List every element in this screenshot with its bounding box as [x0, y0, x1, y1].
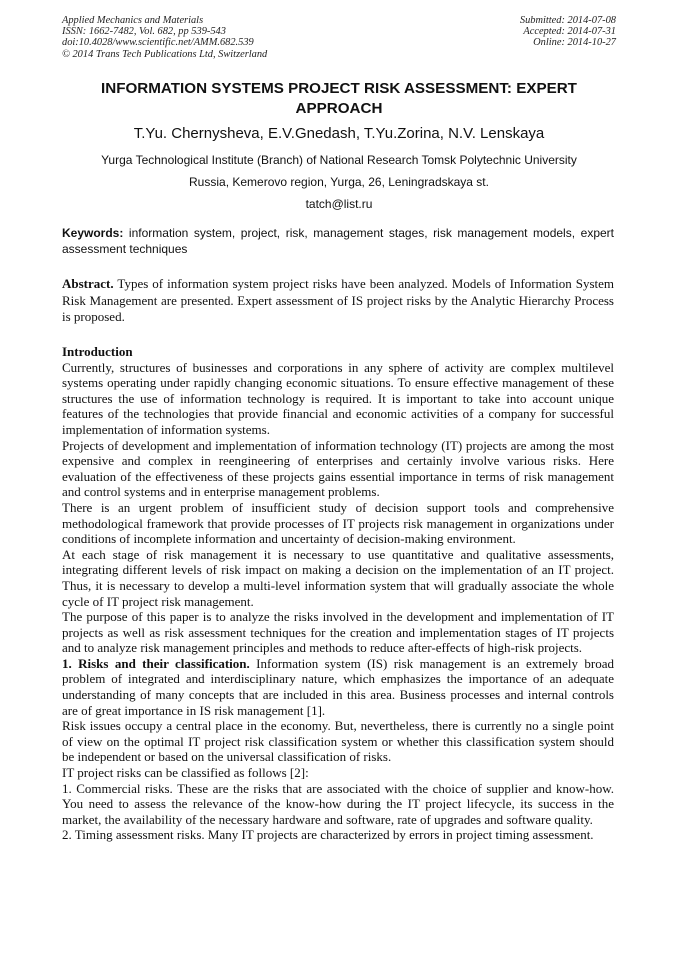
abstract-block	[62, 276, 614, 326]
affiliation-block	[62, 149, 616, 215]
list-item: 1. Commercial risks. These are the risks that are associated with the choice of supplier and know-how. You need to assess the relevance of the know-how during the IT project lifecycle, its success in the market, the availability of the necessary hardware and software, rate of upgrades and software quality.	[62, 780, 614, 827]
submitted-date: Submitted: 2014-07-08	[519, 15, 616, 26]
issn-info: ISSN: 1662-7482, Vol. 682, pp 539-543	[62, 26, 226, 38]
introduction-heading: Introduction	[62, 344, 133, 359]
keywords-text: information system, project, risk, management stages, risk management models, expert assessment techniques	[62, 226, 614, 256]
body-paragraph: Projects of development and implementation of information technology (IT) projects are among the most expensive and complex in reengineering of enterprises and certainly involve various risks. Here evaluation of the effectiveness of these projects gains essential importance in terms of risk management and control systems and in enterprise management problems.	[62, 437, 614, 500]
body-paragraph: The purpose of this paper is to analyze the risks involved in the development and implementation of IT projects as well as risk assessment techniques for the creation and implementation stages of IT projects and to analyze risk management principles and methods to reduce after-effects of high-risk projects.	[62, 609, 614, 656]
body-paragraph: Risk issues occupy a central place in the economy. But, nevertheless, there is currently no a single point of view on the optimal IT project risk classification system or whether this classification system should be independent or based on the universal classification of risks.	[62, 718, 614, 765]
keywords-label: Keywords:	[62, 226, 124, 240]
publication-dates	[406, 15, 616, 49]
accepted-date: Accepted: 2014-07-31	[523, 26, 616, 38]
publication-header	[62, 15, 616, 67]
body-paragraph: Currently, structures of businesses and corporations in any sphere of activity are complex multilevel systems operating under rapidly changing economic situations. To ensure effective management of these structures the use of information technology is required. It is important to take into account unique features of the technologies that provide financial and economic activities of a company for successful implementation of information systems.	[62, 359, 614, 437]
list-item: 2. Timing assessment risks. Many IT projects are characterized by errors in project timing assessment.	[62, 827, 594, 843]
keywords-block	[62, 226, 614, 257]
risks-section-heading: 1. Risks and their classification.	[62, 655, 250, 671]
body-paragraph: At each stage of risk management it is necessary to use quantitative and qualitative assessments, integrating different levels of risk impact on making a decision on the implementation of an IT project. Thus, it is necessary to develop a multi-level information system that will gradually associate the whole cycle of IT project risk management.	[62, 546, 614, 609]
abstract-text: Types of information system project risks have been analyzed. Models of Information System Risk Management are presented. Expert assessment of IS project risks by the Analytic Hierarchy Process is proposed.	[62, 276, 614, 325]
authors-line: T.Yu. Chernysheva, E.V.Gnedash, T.Yu.Zorina, N.V. Lenskaya	[133, 125, 545, 142]
abstract-label: Abstract.	[62, 276, 114, 291]
main-body	[62, 344, 614, 843]
author-email[interactable]: tatch@list.ru	[305, 197, 373, 211]
affiliation-name: Yurga Technological Institute (Branch) of National Research Tomsk Polytechnic University	[101, 153, 577, 167]
paper-title: INFORMATION SYSTEMS PROJECT RISK ASSESSMENT: EXPERT APPROACH	[101, 80, 577, 117]
journal-name: Applied Mechanics and Materials	[62, 15, 204, 26]
affiliation-address: Russia, Kemerovo region, Yurga, 26, Leningradskaya st.	[189, 175, 489, 189]
risks-section-paragraph	[62, 656, 614, 718]
journal-info	[62, 15, 382, 60]
copyright-line: © 2014 Trans Tech Publications Ltd, Switzerland	[62, 48, 268, 60]
online-date: Online: 2014-10-27	[533, 37, 616, 49]
body-paragraph: IT project risks can be classified as follows [2]:	[62, 765, 309, 781]
risks-section-text: Information system (IS) risk management is an extremely broad problem of integrated and interdisciplinary nature, which emphasizes the importance of an adequate understanding of many concepts that are included in this area. Business processes and internal controls are of great importance in IS risk management [1].	[62, 655, 614, 718]
body-paragraph: There is an urgent problem of insufficient study of decision support tools and comprehensive methodological framework that provide processes of IT projects risk management in organizations under conditions of incomplete information and uncertainty of decision-making environment.	[62, 499, 614, 547]
doi-link[interactable]: doi:10.4028/www.scientific.net/AMM.682.539	[62, 37, 254, 49]
